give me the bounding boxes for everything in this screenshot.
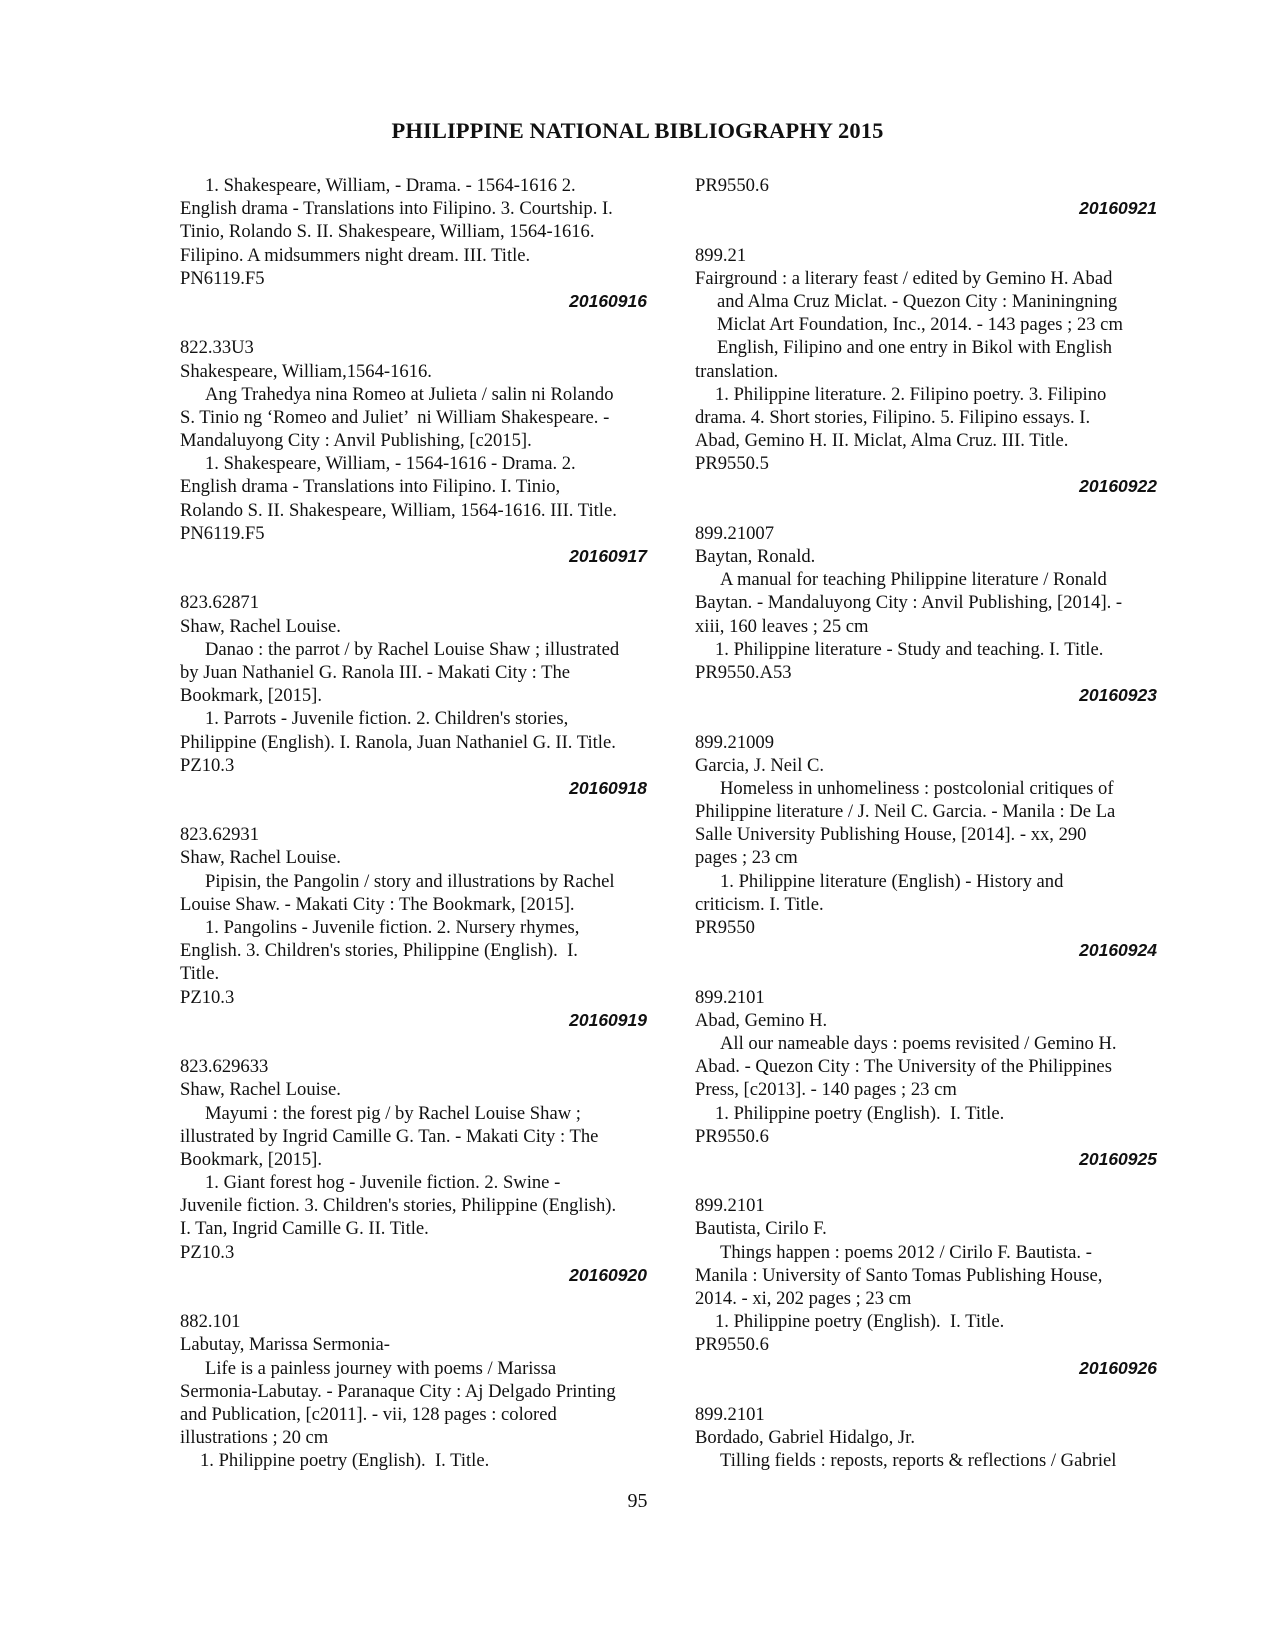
- call-number: PR9550.5: [695, 453, 769, 475]
- description-line: Salle University Publishing House, [2014]. - xx, 290: [695, 824, 1087, 846]
- description-line: illustrations ; 20 cm: [180, 1427, 329, 1449]
- class-number: 899.2101: [695, 1403, 765, 1425]
- bibliography-entry: [695, 244, 1175, 499]
- bibliography-entry: [695, 1194, 1175, 1380]
- description-line: Baytan. - Mandaluyong City : Anvil Publishing, [2014]. -: [695, 592, 1123, 614]
- page-title: PHILIPPINE NATIONAL BIBLIOGRAPHY 2015: [391, 118, 884, 143]
- subject-line: 1. Philippine literature (English) - History and: [720, 870, 1064, 892]
- description-line: Press, [c2013]. - 140 pages ; 23 cm: [695, 1079, 957, 1101]
- record-id: 20160926: [1079, 1357, 1157, 1378]
- description-line: Abad. - Quezon City : The University of the Philippines: [695, 1056, 1112, 1078]
- subject-line: Title.: [180, 963, 220, 985]
- description-line: xiii, 160 leaves ; 25 cm: [695, 615, 869, 637]
- description-line: Life is a painless journey with poems / Marissa: [205, 1357, 557, 1379]
- description-line: Pipisin, the Pangolin / story and illustrations by Rachel: [205, 870, 615, 892]
- bibliography-entry: [180, 336, 665, 568]
- title-line: Miclat Art Foundation, Inc., 2014. - 143 pages ; 23 cm: [717, 314, 1123, 336]
- author: Shaw, Rachel Louise.: [180, 1079, 341, 1101]
- bibliography-entry: [695, 1403, 1175, 1473]
- bibliography-entry: [180, 591, 665, 800]
- subject-line: 1. Philippine poetry (English). I. Title.: [715, 1102, 1005, 1124]
- description-line: by Juan Nathaniel G. Ranola III. - Makati City : The: [180, 661, 571, 683]
- call-number: PR9550.6: [695, 1125, 769, 1147]
- author: Shaw, Rachel Louise.: [180, 615, 341, 637]
- subject-line: 1. Philippine poetry (English). I. Title.: [200, 1450, 490, 1472]
- record-id: 20160919: [569, 1009, 647, 1030]
- bibliography-entry: [180, 174, 665, 313]
- subject-line: I. Tan, Ingrid Camille G. II. Title.: [180, 1218, 429, 1240]
- description-line: Sermonia-Labutay. - Paranaque City : Aj Delgado Printing: [180, 1380, 616, 1402]
- call-number: PZ10.3: [180, 754, 235, 776]
- subject-line: Juvenile fiction. 3. Children's stories, Philippine (English).: [180, 1195, 617, 1217]
- call-number: PZ10.3: [180, 1241, 235, 1263]
- description-line: Philippine literature / J. Neil C. Garcia. - Manila : De La: [695, 801, 1116, 823]
- call-number: PN6119.F5: [180, 267, 265, 289]
- description-line: Louise Shaw. - Makati City : The Bookmark, [2015].: [180, 893, 575, 915]
- record-id: 20160925: [1079, 1148, 1157, 1169]
- author: Shaw, Rachel Louise.: [180, 847, 341, 869]
- subject-line: English. 3. Children's stories, Philippine (English). I.: [180, 940, 578, 962]
- class-number: 823.62931: [180, 824, 260, 846]
- description-line: Things happen : poems 2012 / Cirilo F. Bautista. -: [720, 1241, 1092, 1263]
- record-id: 20160917: [569, 546, 647, 566]
- description-line: Homeless in unhomeliness : postcolonial critiques of: [720, 777, 1114, 799]
- bibliography-entry: [695, 174, 1175, 220]
- subject-line: Abad, Gemino H. II. Miclat, Alma Cruz. III. Title.: [695, 430, 1069, 452]
- title-line: and Alma Cruz Miclat. - Quezon City : Maniningning: [717, 290, 1118, 312]
- description-line: A manual for teaching Philippine literature / Ronald: [720, 569, 1107, 591]
- description-line: and Publication, [c2011]. - vii, 128 pages : colored: [180, 1403, 557, 1425]
- description-line: All our nameable days : poems revisited / Gemino H.: [720, 1032, 1117, 1054]
- call-number: PR9550.A53: [695, 661, 792, 683]
- description-line: 2014. - xi, 202 pages ; 23 cm: [695, 1288, 912, 1309]
- author: Shakespeare, William,1564-1616.: [180, 360, 432, 382]
- class-number: 822.33U3: [180, 337, 254, 359]
- author: Baytan, Ronald.: [695, 546, 816, 567]
- subject-line: English drama - Translations into Filipino. 3. Courtship. I.: [180, 198, 613, 220]
- description-line: S. Tinio ng ‘Romeo and Juliet’ ni William Shakespeare. -: [180, 406, 610, 428]
- author: Labutay, Marissa Sermonia-: [180, 1334, 390, 1356]
- description-line: illustrated by Ingrid Camille G. Tan. - Makati City : The: [180, 1125, 599, 1147]
- record-id: 20160921: [1079, 198, 1157, 219]
- subject-line: Rolando S. II. Shakespeare, William, 1564-1616. III. Title.: [180, 499, 617, 521]
- call-number: PR9550: [695, 917, 755, 938]
- description-line: Bookmark, [2015].: [180, 1148, 323, 1170]
- author: Bautista, Cirilo F.: [695, 1218, 827, 1240]
- bibliography-entry: [180, 1310, 665, 1472]
- class-number: 899.21009: [695, 731, 775, 753]
- description-line: Bookmark, [2015].: [180, 685, 323, 707]
- bibliography-entry: [180, 1055, 665, 1287]
- subject-line: criticism. I. Title.: [695, 893, 824, 915]
- description-line: Manila : University of Santo Tomas Publishing House,: [695, 1264, 1103, 1286]
- subject-line: 1. Parrots - Juvenile fiction. 2. Children's stories,: [205, 708, 569, 730]
- subject-line: 1. Shakespeare, William, - Drama. - 1564-1616 2.: [205, 175, 576, 196]
- bibliography-entry: [695, 731, 1175, 963]
- title-line: English, Filipino and one entry in Bikol with English: [717, 337, 1113, 359]
- title-line: translation.: [695, 360, 779, 382]
- subject-line: 1. Giant forest hog - Juvenile fiction. 2. Swine -: [205, 1172, 561, 1194]
- left-column: [180, 174, 665, 1473]
- page-number: 95: [627, 1490, 648, 1512]
- subject-line: Filipino. A midsummers night dream. III. Title.: [180, 244, 531, 266]
- class-number: 823.629633: [180, 1056, 269, 1078]
- call-number: PR9550.6: [695, 175, 769, 196]
- author: Bordado, Gabriel Hidalgo, Jr.: [695, 1427, 915, 1449]
- description-line: Danao : the parrot / by Rachel Louise Shaw ; illustrated: [205, 638, 620, 660]
- bibliography-entry: [180, 823, 665, 1032]
- record-id: 20160918: [569, 777, 647, 798]
- record-id: 20160920: [569, 1264, 647, 1285]
- subject-line: 1. Philippine poetry (English). I. Title.: [715, 1311, 1005, 1333]
- class-number: 899.2101: [695, 1195, 765, 1217]
- record-id: 20160923: [1079, 685, 1157, 706]
- record-id: 20160924: [1079, 940, 1157, 961]
- record-id: 20160916: [569, 290, 647, 311]
- call-number: PZ10.3: [180, 986, 235, 1008]
- description-line: Mandaluyong City : Anvil Publishing, [c2015].: [180, 430, 532, 452]
- description-line: pages ; 23 cm: [695, 847, 798, 869]
- subject-line: 1. Pangolins - Juvenile fiction. 2. Nursery rhymes,: [205, 917, 580, 938]
- right-column: [695, 174, 1175, 1473]
- bibliography-entry: [695, 986, 1175, 1172]
- class-number: 899.2101: [695, 986, 765, 1008]
- record-id: 20160922: [1079, 476, 1157, 497]
- description-line: Ang Trahedya nina Romeo at Julieta / salin ni Rolando: [205, 383, 614, 405]
- class-number: 882.101: [180, 1311, 241, 1333]
- description-line: Tilling fields : reposts, reports & reflections / Gabriel: [720, 1450, 1117, 1472]
- call-number: PN6119.F5: [180, 522, 265, 544]
- call-number: PR9550.6: [695, 1334, 769, 1356]
- class-number: 899.21007: [695, 522, 775, 544]
- subject-line: drama. 4. Short stories, Filipino. 5. Filipino essays. I.: [695, 406, 1091, 428]
- class-number: 823.62871: [180, 592, 260, 614]
- subject-line: English drama - Translations into Filipino. I. Tinio,: [180, 476, 561, 498]
- title-line: Fairground : a literary feast / edited by Gemino H. Abad: [695, 267, 1113, 289]
- subject-line: 1. Philippine literature. 2. Filipino poetry. 3. Filipino: [715, 383, 1107, 405]
- description-line: Mayumi : the forest pig / by Rachel Louise Shaw ;: [205, 1102, 581, 1124]
- subject-line: 1. Philippine literature - Study and teaching. I. Title.: [715, 638, 1104, 660]
- author: Garcia, J. Neil C.: [695, 754, 825, 776]
- subject-line: Tinio, Rolando S. II. Shakespeare, William, 1564-1616.: [180, 221, 595, 243]
- subject-line: 1. Shakespeare, William, - 1564-1616 - Drama. 2.: [205, 453, 576, 475]
- subject-line: Philippine (English). I. Ranola, Juan Nathaniel G. II. Title.: [180, 731, 616, 753]
- author: Abad, Gemino H.: [695, 1009, 828, 1031]
- bibliography-entry: [695, 522, 1175, 708]
- class-number: 899.21: [695, 244, 747, 266]
